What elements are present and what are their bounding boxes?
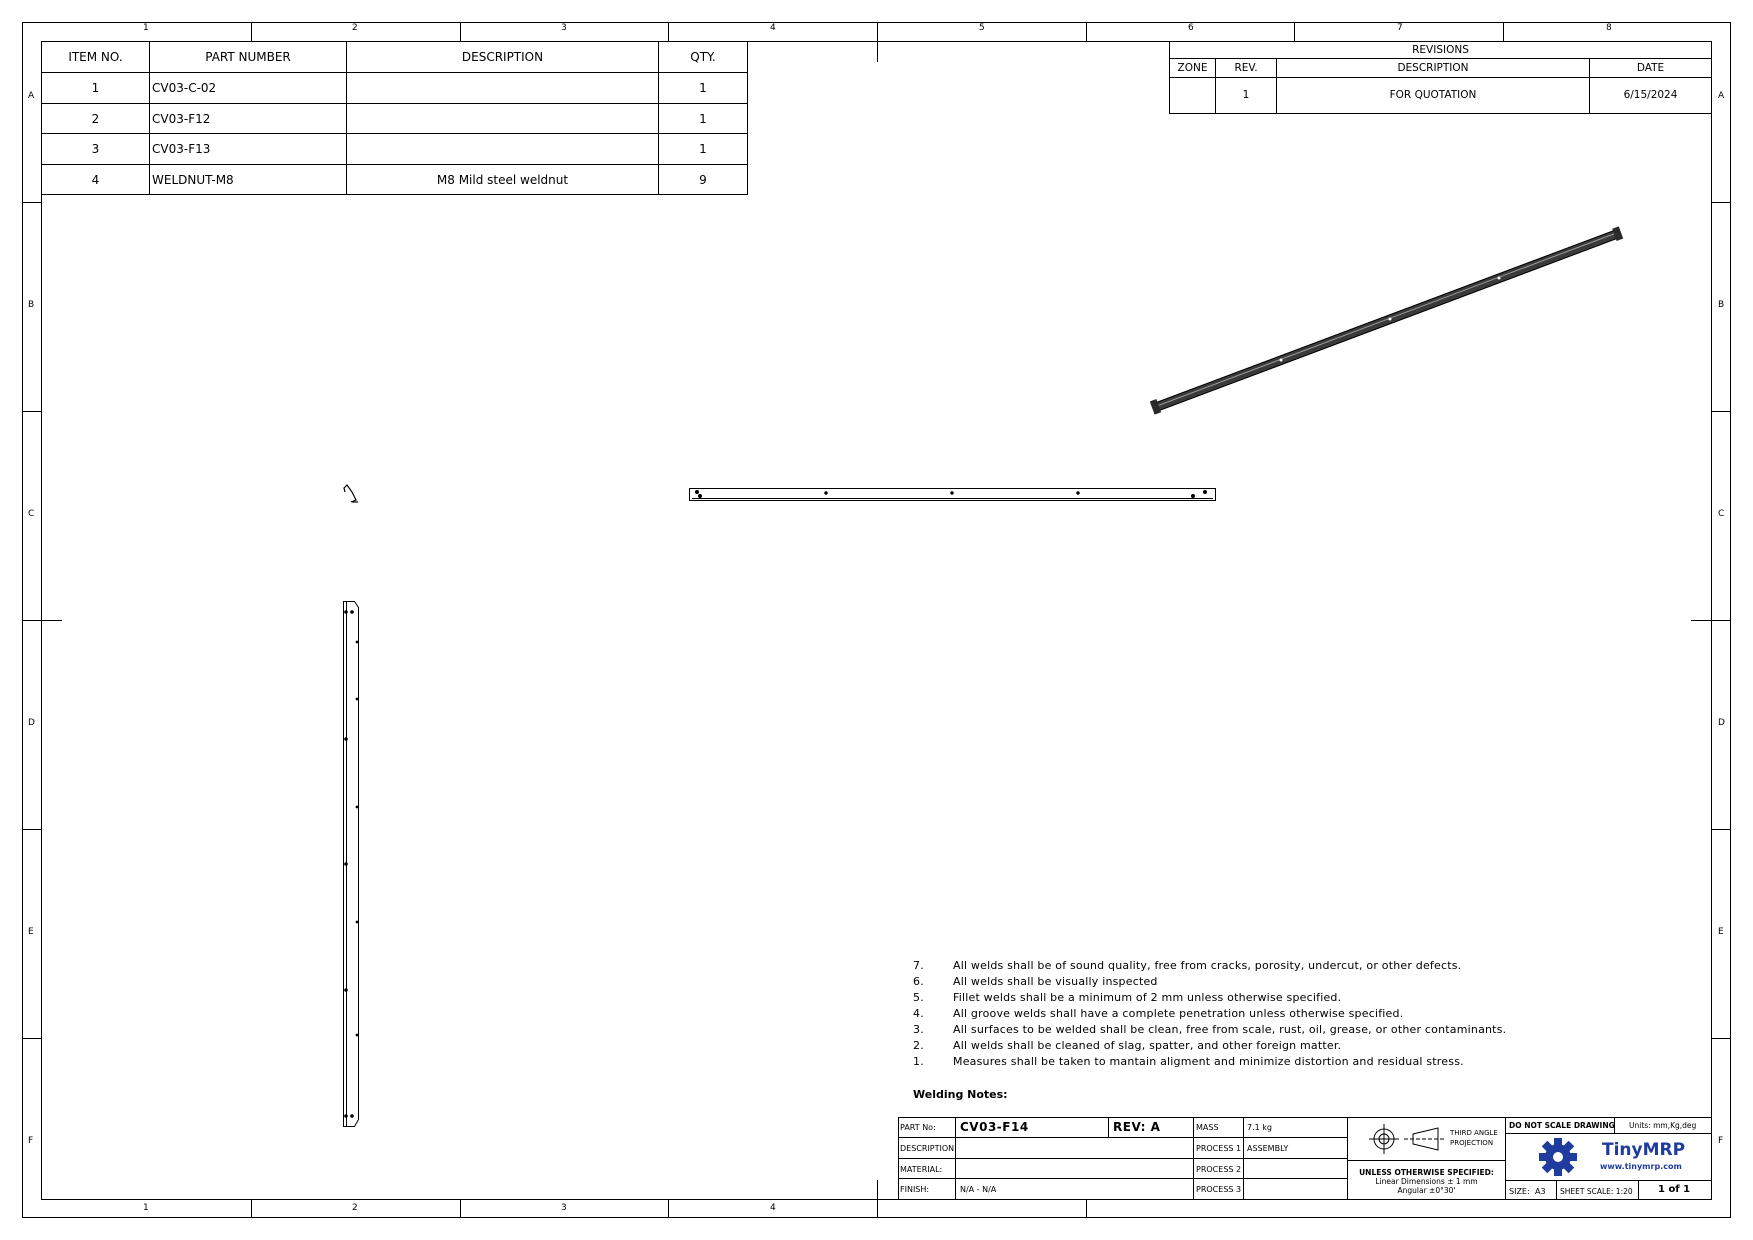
note-3-text: All surfaces to be welded shall be clean, free from scale, rust, oil, grease, or other contaminants. — [953, 1023, 1507, 1036]
zone-row-c-right: C — [1718, 509, 1725, 519]
do-not-scale-label: DO NOT SCALE DRAWING — [1509, 1121, 1615, 1130]
units-label: Units: mm,Kg,deg — [1629, 1121, 1697, 1130]
tolerance-line-2: Linear Dimensions ± 1 mm — [1375, 1177, 1478, 1186]
note-5-text: Fillet welds shall be a minimum of 2 mm unless otherwise specified. — [953, 991, 1342, 1004]
bom-row-2-qty: 1 — [699, 112, 707, 126]
material-label: MATERIAL: — [900, 1165, 943, 1174]
bom-row-1-item: 1 — [91, 81, 100, 95]
part-no-value: CV03-F14 — [960, 1120, 1029, 1134]
note-7-text: All welds shall be of sound quality, free from cracks, porosity, undercut, or other defects. — [953, 959, 1462, 972]
bom-row-1-qty: 1 — [699, 81, 707, 95]
revisions-header-date: DATE — [1636, 62, 1665, 74]
revisions-header-rev: REV. — [1234, 62, 1258, 74]
zone-col-5-top: 5 — [979, 23, 985, 33]
bom-row-4-item: 4 — [91, 173, 100, 187]
revisions-row-1-desc: FOR QUOTATION — [1389, 89, 1477, 101]
process-2-label: PROCESS 2 — [1196, 1165, 1242, 1174]
note-2-number: 2. — [913, 1039, 924, 1052]
zone-col-2-bottom: 2 — [352, 1203, 358, 1213]
third-angle-projection-icon — [1369, 1124, 1445, 1154]
mass-value: 7.1 kg — [1247, 1123, 1272, 1132]
note-1-number: 1. — [913, 1055, 924, 1068]
bom-header-part: PART NUMBER — [205, 50, 291, 64]
sheet-scale: SHEET SCALE: 1:20 — [1560, 1187, 1633, 1196]
bom-header-qty: QTY. — [690, 50, 716, 64]
welding-notes-title: Welding Notes: — [913, 1088, 1008, 1101]
bom-row-3-item: 3 — [91, 142, 100, 156]
bom-row-4-part: WELDNUT-M8 — [152, 173, 234, 187]
side-view — [344, 602, 359, 1127]
revisions-header-zone: ZONE — [1177, 62, 1208, 74]
mass-label: MASS — [1196, 1123, 1219, 1132]
finish-label: FINISH: — [900, 1185, 930, 1194]
tolerance-line-1: UNLESS OTHERWISE SPECIFIED: — [1359, 1168, 1494, 1177]
process-3-label: PROCESS 3 — [1196, 1185, 1242, 1194]
size-label: SIZE: — [1509, 1187, 1530, 1196]
end-view — [344, 485, 358, 502]
tolerance-line-3: Angular ±0°30' — [1397, 1186, 1456, 1195]
description-label: DESCRIPTION: — [900, 1144, 957, 1153]
zone-row-e-right: E — [1718, 927, 1724, 937]
zone-row-d-left: D — [28, 718, 35, 728]
zone-row-b-left: B — [28, 300, 35, 310]
front-view — [690, 489, 1216, 501]
zone-col-3-top: 3 — [561, 23, 567, 33]
part-no-label: PART No: — [900, 1123, 936, 1132]
zone-row-e-left: E — [28, 927, 34, 937]
zone-col-3-bottom: 3 — [561, 1203, 567, 1213]
note-6-number: 6. — [913, 975, 924, 988]
note-5-number: 5. — [913, 991, 924, 1004]
zone-row-f-left: F — [28, 1136, 34, 1146]
bom-row-3-part: CV03-F13 — [152, 142, 211, 156]
note-1-text: Measures shall be taken to mantain aligment and minimize distortion and residual stress. — [953, 1055, 1464, 1068]
note-7-number: 7. — [913, 959, 924, 972]
tinymrp-gear-icon — [1539, 1138, 1577, 1176]
zone-row-b-right: B — [1718, 300, 1725, 310]
zone-col-1-top: 1 — [143, 23, 149, 33]
sheet-number: 1 of 1 — [1658, 1184, 1691, 1195]
zone-row-a-left: A — [28, 91, 35, 101]
zone-col-2-top: 2 — [352, 23, 358, 33]
process-1-value: ASSEMBLY — [1247, 1144, 1289, 1153]
size-value: A3 — [1535, 1187, 1546, 1196]
zone-col-1-bottom: 1 — [143, 1203, 149, 1213]
finish-value: N/A - N/A — [960, 1185, 997, 1194]
revisions-row-1-rev: 1 — [1242, 89, 1250, 101]
bom-row-2-part: CV03-F12 — [152, 112, 211, 126]
zone-row-c-left: C — [28, 509, 35, 519]
revisions-row-1-date: 6/15/2024 — [1623, 89, 1678, 101]
zone-col-7-top: 7 — [1397, 23, 1403, 33]
zone-col-4-bottom: 4 — [770, 1203, 776, 1213]
bom-row-4-desc: M8 Mild steel weldnut — [436, 173, 569, 187]
note-3-number: 3. — [913, 1023, 924, 1036]
bom-row-1-part: CV03-C-02 — [152, 81, 217, 95]
company-logo-url: www.tinymrp.com — [1600, 1162, 1682, 1171]
note-4-number: 4. — [913, 1007, 924, 1020]
revisions-title: REVISIONS — [1412, 44, 1469, 56]
outer-frame — [23, 23, 1731, 1218]
note-6-text: All welds shall be visually inspected — [953, 975, 1158, 988]
bom-header-desc: DESCRIPTION — [461, 50, 544, 64]
isometric-view — [1150, 226, 1623, 414]
note-2-text: All welds shall be cleaned of slag, spatter, and other foreign matter. — [953, 1039, 1342, 1052]
projection-label-1: THIRD ANGLE — [1450, 1129, 1498, 1137]
bom-row-4-qty: 9 — [699, 173, 707, 187]
projection-label-2: PROJECTION — [1450, 1139, 1494, 1147]
company-logo-name: TinyMRP — [1602, 1140, 1686, 1160]
bom-header-item: ITEM NO. — [68, 50, 123, 64]
rev-value: REV: A — [1113, 1120, 1161, 1134]
bom-row-3-qty: 1 — [699, 142, 707, 156]
process-1-label: PROCESS 1 — [1196, 1144, 1242, 1153]
zone-col-8-top: 8 — [1606, 23, 1612, 33]
revisions-header-desc: DESCRIPTION — [1397, 62, 1469, 74]
note-4-text: All groove welds shall have a complete penetration unless otherwise specified. — [953, 1007, 1404, 1020]
zone-col-6-top: 6 — [1188, 23, 1194, 33]
bom-row-2-item: 2 — [91, 112, 100, 126]
zone-row-a-right: A — [1718, 91, 1725, 101]
zone-row-d-right: D — [1718, 718, 1725, 728]
zone-col-4-top: 4 — [770, 23, 776, 33]
zone-row-f-right: F — [1718, 1136, 1724, 1146]
